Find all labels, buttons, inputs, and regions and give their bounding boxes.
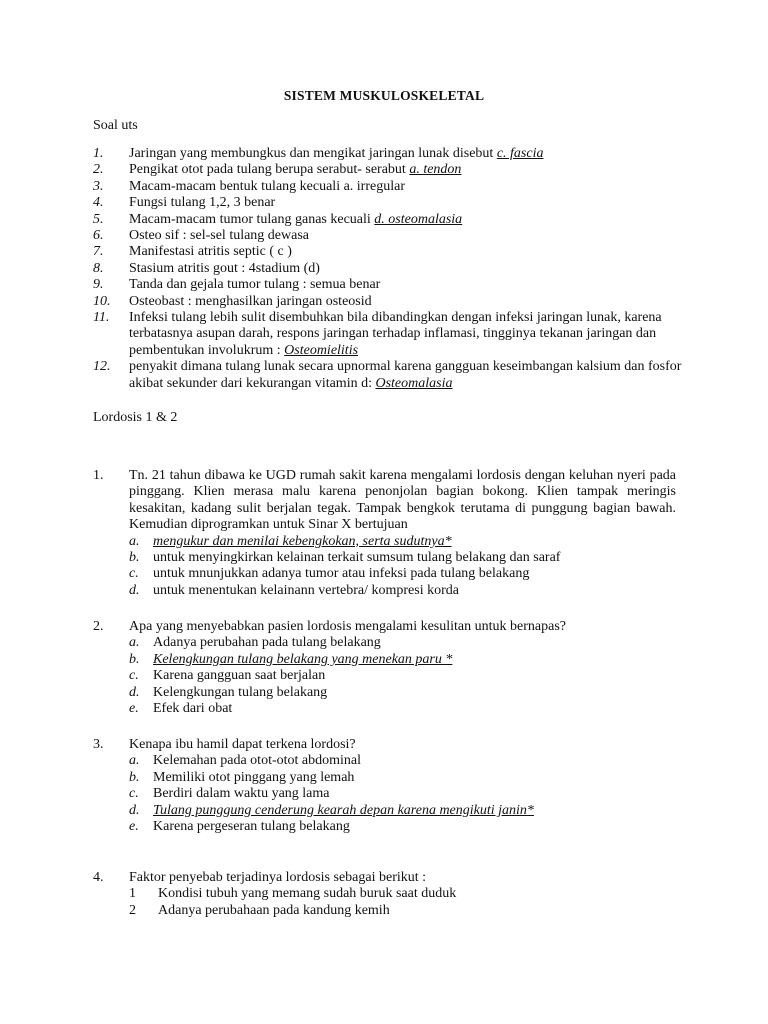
correct-answer: mengukur dan menilai kebengkokan, serta sudutnya*	[153, 533, 452, 549]
option-item: b. Kelengkungan tulang belakang yang menekan paru *	[129, 651, 453, 667]
list-item: 9. Tanda dan gejala tumor tulang : semua benar	[93, 277, 381, 293]
option-item: b. untuk menyingkirkan kelainan terkait sumsum tulang belakang dan saraf	[129, 550, 561, 566]
subtitle-soal-uts: Soal uts	[93, 118, 138, 133]
option-item: d. Tulang punggung cenderung kearah depan karena mengikuti janin*	[129, 802, 534, 818]
option-item: 2 Adanya perubahaan pada kandung kemih	[129, 902, 390, 918]
option-item: e. Efek dari obat	[129, 701, 233, 717]
option-list	[129, 635, 676, 717]
option-item: c. untuk mnunjukkan adanya tumor atau infeksi pada tulang belakang	[129, 566, 530, 582]
document-title: SISTEM MUSKULOSKELETAL	[283, 88, 485, 103]
option-list	[129, 886, 676, 919]
option-item: d. untuk menentukan kelainann vertebra/ kompresi korda	[129, 582, 459, 598]
list-item: 11. Infeksi tulang lebih sulit disembuhkan bila dibandingkan dengan infeksi jaringan lunak, karena terbatasnya asupan darah, respons jaringan terhadap inflamasi, tingginya tekanan jaringan dan pembentukan involukrum : Osteomielitis	[93, 310, 662, 358]
list-item: 12. penyakit dimana tulang lunak secara upnormal karena gangguan keseimbangan kalsium dan fosfor akibat sekunder dari kekurangan vitamin d: Osteomalasia	[93, 359, 682, 391]
soal-uts-list	[93, 146, 683, 392]
section-heading-lordosis: Lordosis 1 & 2	[93, 410, 178, 425]
option-item: d. Kelengkungan tulang belakang	[129, 684, 328, 700]
option-item: a. mengukur dan menilai kebengkokan, serta sudutnya*	[129, 533, 452, 549]
answer-text: Osteomielitis	[284, 342, 359, 358]
question-4: 4. Faktor penyebab terjadinya lordosis sebagai berikut : 1 Kondisi tubuh yang memang sudah buruk saat duduk 2 Adanya perubahaan pada kandung kemih	[93, 870, 676, 919]
list-item: 10. Osteobast : menghasilkan jaringan osteosid	[93, 293, 372, 309]
question-text: Apa yang menyebabkan pasien lordosis mengalami kesulitan untuk bernapas?	[129, 619, 566, 634]
option-item: c. Berdiri dalam waktu yang lama	[129, 786, 330, 802]
answer-text: c. fascia	[496, 146, 544, 161]
question-text: Kenapa ibu hamil dapat terkena lordosi?	[129, 737, 356, 752]
option-item: b. Memiliki otot pinggang yang lemah	[129, 769, 355, 785]
list-item: 5. Macam-macam tumor tulang ganas kecuali d. osteomalasia	[93, 211, 463, 227]
list-item: 6. Osteo sif : sel-sel tulang dewasa	[93, 228, 310, 244]
answer-text: a. tendon	[409, 162, 462, 178]
option-item: a. Adanya perubahan pada tulang belakang	[129, 635, 381, 651]
list-item: 1. Jaringan yang membungkus dan mengikat jaringan lunak disebut c. fascia	[93, 146, 544, 161]
answer-text: Osteomalasia	[375, 375, 453, 391]
option-list	[129, 534, 676, 600]
option-list	[129, 753, 676, 835]
answer-text: d. osteomalasia	[374, 211, 463, 227]
list-item: 4. Fungsi tulang 1,2, 3 benar	[93, 195, 276, 211]
list-item: 3. Macam-macam bentuk tulang kecuali a. irregular	[93, 178, 405, 194]
option-item: c. Karena gangguan saat berjalan	[129, 668, 326, 684]
list-item: 2. Pengikat otot pada tulang berupa serabut- serabut a. tendon	[93, 162, 462, 178]
question-text: Faktor penyebab terjadinya lordosis sebagai berikut :	[129, 870, 427, 885]
list-item: 8. Stasium atritis gout : 4stadium (d)	[93, 260, 320, 276]
question-1: 1. Tn. 21 tahun dibawa ke UGD rumah sakit karena mengalami lordosis dengan keluhan nyeri pada pinggang. Klien merasa malu karena penonjolan bagian bokong. Klien tampak meringis kesakitan, kadang sulit berjalan tegak. Tampak bengkok terutama di punggung bagian bawah. Kemudian diprogramkan untuk Sinar X bertujuan a. mengukur dan menilai kebengkokan, serta sudutnya* b. untuk menyingkirkan kelainan terkait sumsum tulang belakang dan saraf c. untuk mnunjukkan adanya tumor atau infeksi pada tulang belakang d. untuk menentukan kelainann vertebra/ kompresi korda	[93, 468, 676, 598]
question-2: 2. Apa yang menyebabkan pasien lordosis mengalami kesulitan untuk bernapas? a. Adanya perubahan pada tulang belakang b. Kelengkungan tulang belakang yang menekan paru * c. Karena gangguan saat berjalan d. Kelengkungan tulang belakang e. Efek dari obat	[93, 619, 676, 717]
option-item: 1 Kondisi tubuh yang memang sudah buruk saat duduk	[129, 886, 457, 902]
list-item: 7. Manifestasi atritis septic ( c )	[93, 244, 292, 260]
option-item: e. Karena pergeseran tulang belakang	[129, 819, 350, 835]
question-3: 3. Kenapa ibu hamil dapat terkena lordosi? a. Kelemahan pada otot-otot abdominal b. Memiliki otot pinggang yang lemah c. Berdiri dalam waktu yang lama d. Tulang punggung cenderung kearah depan karena mengikuti janin* e. Karena pergeseran tulang belakang	[93, 737, 676, 835]
question-text: Tn. 21 tahun dibawa ke UGD rumah sakit karena mengalami lordosis dengan keluhan nyeri pada pinggang. Klien merasa malu karena penonjolan bagian bokong. Klien tampak meringis kesakitan, kadang sulit berjalan tegak. Tampak bengkok terutama di punggung bagian bawah. Kemudian diprogramkan untuk Sinar X bertujuan	[129, 468, 676, 533]
option-item: a. Kelemahan pada otot-otot abdominal	[129, 753, 361, 769]
correct-answer: Kelengkungan tulang belakang yang menekan paru *	[153, 651, 453, 667]
correct-answer: Tulang punggung cenderung kearah depan karena mengikuti janin*	[153, 802, 534, 818]
